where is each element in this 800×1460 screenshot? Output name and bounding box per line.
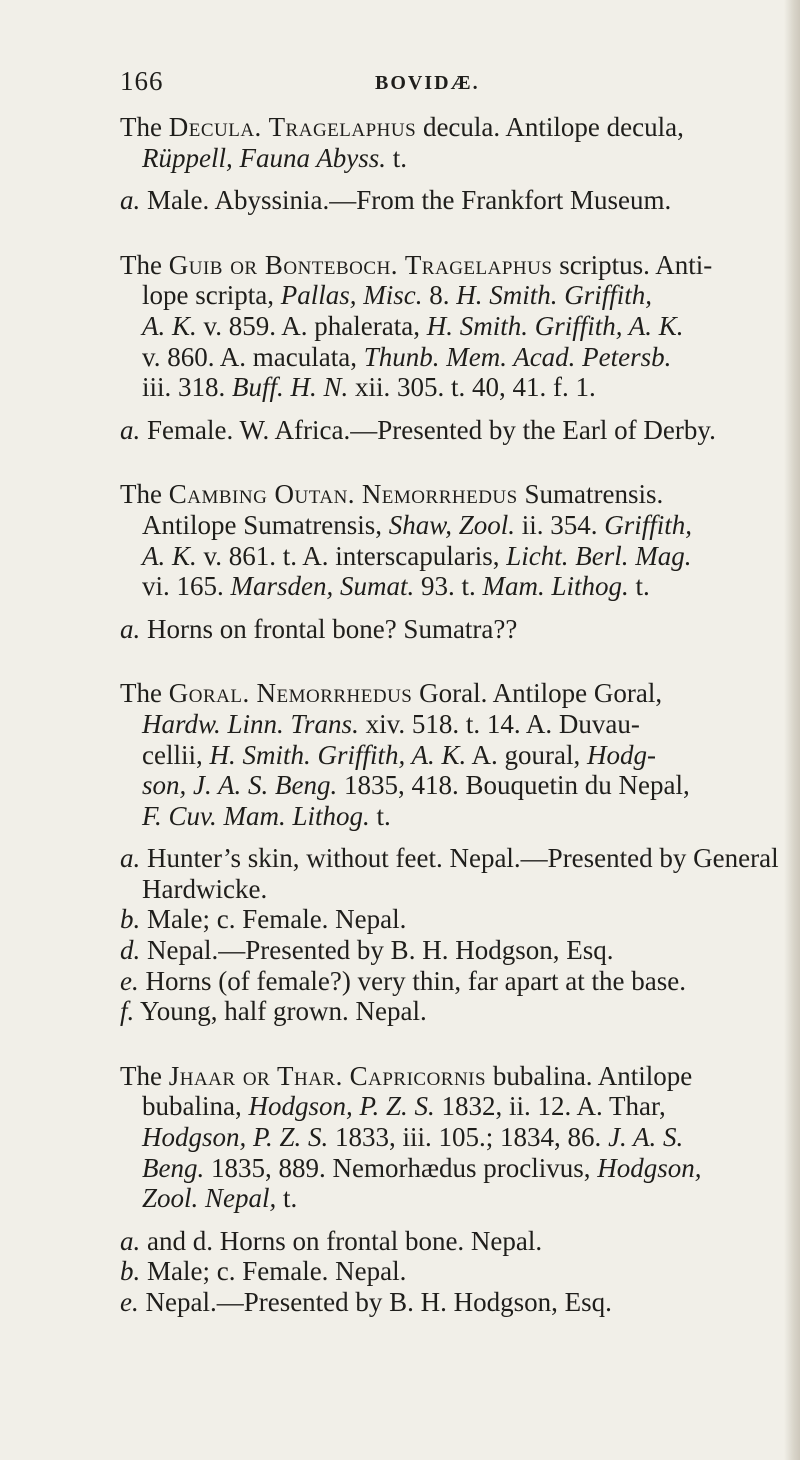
- italic-text: Licht. Berl. Mag.: [506, 540, 692, 571]
- heading-text: bubalina. Antilope bubalina,: [142, 1060, 693, 1122]
- spacer: [120, 831, 792, 843]
- specimen-letter: d.: [120, 935, 141, 966]
- heading-text: 1832, ii. 12. A. Thar,: [441, 1091, 666, 1122]
- italic-text: Hodgson, P. Z. S.: [248, 1091, 435, 1122]
- specimen-text: Nepal.—Presented by B. H. Hodgson, Esq.: [138, 1287, 612, 1317]
- specimen-item: [120, 415, 792, 446]
- specimen-letter: b.: [120, 1256, 141, 1287]
- italic-text: Buff. H. N.: [232, 372, 349, 403]
- specimen-letter: b.: [120, 904, 141, 935]
- heading-text: Sumatrensis. Antilope Sumatrensis,: [142, 479, 664, 540]
- specimen-list: [120, 185, 792, 216]
- italic-text: Rüppell, Fauna Abyss.: [142, 142, 386, 173]
- specimen-text: Horns (of female?) very thin, far apart at the base.: [138, 965, 686, 996]
- heading-text: The: [120, 249, 169, 280]
- italic-text: Hodgson, P. Z. S.: [142, 1122, 329, 1153]
- specimen-text: and d. Horns on frontal bone. Nepal.: [140, 1225, 543, 1256]
- heading-text: 8.: [422, 280, 457, 311]
- specimen-letter: a.: [120, 843, 141, 874]
- italic-text: H. Smith. Griffith, A. K.: [142, 280, 652, 341]
- specimen-letter: a.: [120, 1225, 141, 1256]
- small-caps-text: Tragelaphus: [268, 112, 417, 142]
- italic-text: Griffith, A. K.: [142, 509, 693, 571]
- species-heading: [120, 1061, 792, 1214]
- species-entry: [120, 1061, 792, 1318]
- specimen-letter: f.: [120, 996, 135, 1027]
- small-caps-text: Tragelaphus: [404, 249, 553, 280]
- heading-text: 1833, iii. 105.; 1834, 86.: [328, 1122, 609, 1153]
- small-caps-text: Cambing Outan.: [168, 479, 356, 510]
- running-head: BOVIDÆ.: [375, 72, 480, 94]
- heading-text: [398, 250, 405, 280]
- specimen-letter: a.: [120, 414, 141, 445]
- heading-text: decula. Antilope decula,: [422, 112, 684, 142]
- specimen-item: [120, 935, 792, 966]
- small-caps-text: Jhaar or Thar.: [168, 1060, 343, 1091]
- species-entry: [120, 678, 792, 1027]
- heading-text: The: [120, 112, 169, 142]
- specimen-list: [120, 415, 792, 446]
- small-caps-text: Decula.: [168, 112, 262, 142]
- species-entry: [120, 479, 792, 644]
- specimen-list: [120, 614, 792, 645]
- page-number: 166: [120, 66, 164, 96]
- heading-text: 1835, 418. Bouquetin du Nepal,: [343, 770, 690, 801]
- heading-text: v. 861. t. A. interscapularis,: [196, 540, 507, 571]
- specimen-text: Male; c. Female. Nepal.: [140, 904, 407, 935]
- italic-text: Thunb. Mem. Acad. Petersb.: [363, 341, 672, 372]
- heading-text: 1835, 889. Nemorhædus proclivus,: [204, 1152, 598, 1183]
- specimen-item: [120, 614, 792, 645]
- small-caps-text: Goral.: [168, 678, 250, 709]
- specimen-item: [120, 904, 792, 935]
- heading-text: t.: [385, 142, 407, 173]
- italic-text: Hodgson, Zool. Nepal,: [142, 1152, 702, 1214]
- specimen-list: [120, 843, 792, 1027]
- specimen-text: Female. W. Africa.—Presented by the Earl of Derby.: [140, 414, 716, 445]
- specimen-letter: e.: [120, 965, 139, 996]
- heading-text: t.: [276, 1183, 298, 1214]
- species-heading: [120, 678, 792, 831]
- heading-text: Goral. Antilope Goral,: [419, 678, 663, 709]
- heading-text: iii. 318.: [142, 372, 226, 403]
- italic-text: F. Cuv. Mam. Lithog.: [142, 800, 370, 831]
- heading-text: xiv. 518. t. 14. A. Duvau- cellii,: [142, 708, 640, 770]
- specimen-item: [120, 843, 792, 904]
- heading-text: [343, 1061, 350, 1091]
- species-heading: [120, 112, 792, 173]
- italic-text: Mam. Lithog.: [482, 571, 629, 602]
- heading-text: v. 859. A. phalerata,: [196, 310, 427, 341]
- specimen-item: [120, 996, 792, 1027]
- heading-text: t.: [369, 800, 391, 831]
- italic-text: H. Smith. Griffith, A. K.: [209, 739, 467, 770]
- italic-text: Hardw. Linn. Trans.: [142, 708, 359, 739]
- heading-text: The: [120, 1060, 169, 1091]
- species-heading: [120, 250, 792, 403]
- heading-text: scriptus. Anti- lope scripta,: [142, 249, 713, 311]
- spacer: [120, 173, 792, 185]
- small-caps-text: Capricornis: [349, 1060, 487, 1091]
- heading-text: A. goural,: [466, 739, 588, 770]
- specimen-item: [120, 1226, 792, 1257]
- heading-text: v. 860. A. maculata,: [142, 341, 357, 372]
- spacer: [120, 602, 792, 614]
- italic-text: Shaw, Zool.: [388, 509, 516, 540]
- heading-text: ii. 354.: [515, 509, 605, 540]
- specimen-letter: a.: [120, 613, 141, 644]
- small-caps-text: Nemorrhedus: [361, 479, 518, 510]
- page-header: [120, 66, 740, 106]
- spacer: [120, 403, 792, 415]
- heading-text: [355, 479, 362, 509]
- specimen-list: [120, 1226, 792, 1318]
- specimen-text: Horns on frontal bone? Sumatra??: [140, 613, 518, 644]
- spacer: [120, 1214, 792, 1226]
- small-caps-text: Guib or Bonteboch.: [168, 249, 399, 280]
- heading-text: vi. 165.: [142, 571, 224, 602]
- species-entry: [120, 112, 792, 216]
- specimen-item: [120, 1256, 792, 1287]
- heading-text: [262, 112, 269, 142]
- species-entry: [120, 250, 792, 446]
- italic-text: Pallas, Misc.: [280, 280, 423, 311]
- specimen-item: [120, 966, 792, 997]
- specimen-text: Hunter’s skin, without feet. Nepal.—Presented by General Hardwicke.: [140, 843, 779, 904]
- heading-text: xii. 305. t. 40, 41. f. 1.: [348, 372, 596, 403]
- italic-text: Hodg- son, J. A. S. Beng.: [142, 739, 657, 801]
- species-heading: [120, 479, 792, 601]
- specimen-text: Nepal.—Presented by B. H. Hodgson, Esq.: [140, 935, 614, 966]
- specimen-letter: e.: [120, 1287, 139, 1317]
- small-caps-text: Nemorrhedus: [256, 678, 413, 709]
- specimen-letter: a.: [120, 185, 141, 216]
- specimen-text: Young, half grown. Nepal.: [134, 996, 427, 1027]
- italic-text: Marsden, Sumat.: [230, 571, 415, 602]
- heading-text: The: [120, 479, 169, 510]
- italic-text: J. A. S. Beng.: [142, 1122, 684, 1183]
- italic-text: H. Smith. Griffith, A. K.: [426, 310, 684, 341]
- page-body: [120, 112, 792, 1318]
- heading-text: 93. t.: [414, 571, 483, 602]
- heading-text: t.: [628, 571, 650, 602]
- heading-text: The: [120, 678, 169, 709]
- specimen-text: Male. Abyssinia.—From the Frankfort Museum.: [140, 185, 672, 216]
- specimen-item: [120, 1287, 792, 1318]
- specimen-text: Male; c. Female. Nepal.: [140, 1256, 407, 1287]
- specimen-item: [120, 185, 792, 216]
